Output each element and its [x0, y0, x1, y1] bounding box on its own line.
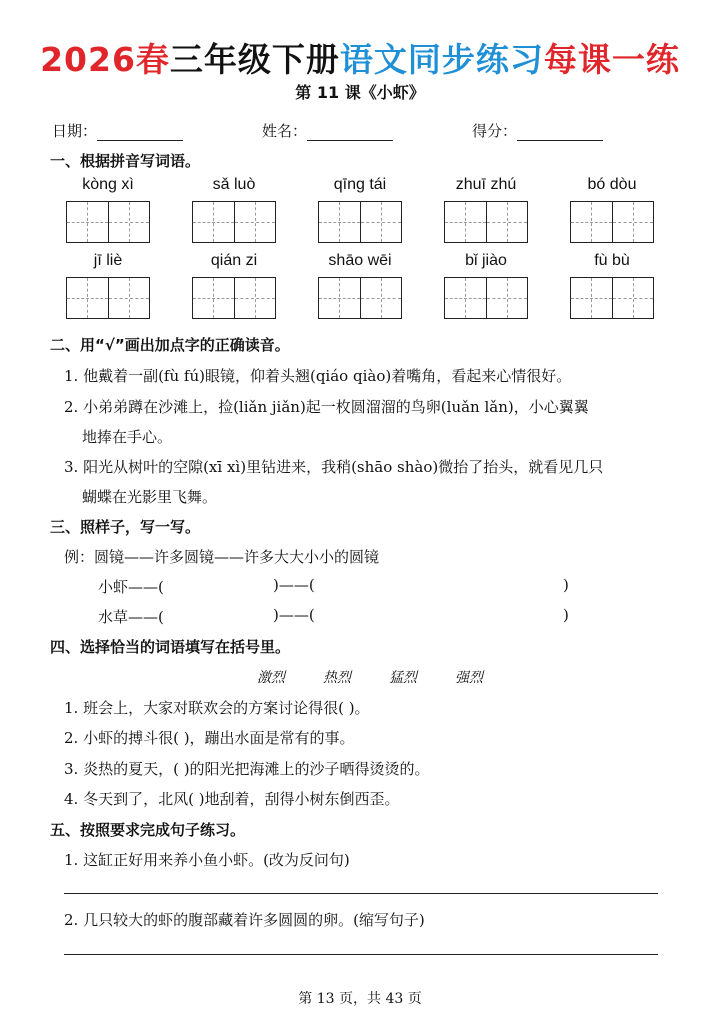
- word-option: 强烈: [455, 670, 483, 686]
- answer-line[interactable]: [64, 954, 658, 955]
- writing-grid[interactable]: [192, 277, 276, 319]
- word-option: 猛烈: [389, 670, 417, 686]
- name-field[interactable]: [262, 120, 393, 141]
- score-blank[interactable]: [517, 126, 603, 141]
- worksheet-title: [0, 34, 720, 81]
- writing-grid[interactable]: [570, 277, 654, 319]
- word-option: 热烈: [323, 670, 351, 686]
- section3-heading: 三、照样子，写一写。: [50, 518, 201, 536]
- writing-grid[interactable]: [66, 277, 150, 319]
- fill-row-mid[interactable]: )——(: [273, 576, 315, 594]
- score-field[interactable]: [472, 120, 603, 141]
- title-part-subject: 语文同步练习: [339, 40, 544, 79]
- writing-grid[interactable]: [444, 277, 528, 319]
- date-field[interactable]: [52, 120, 183, 141]
- pinyin-label: bó dòu: [587, 176, 637, 193]
- pinyin-label: qián zi: [210, 252, 258, 269]
- page-number: 第 13 页，共 43 页: [298, 991, 422, 1007]
- fill-row-word: 水草——(: [98, 608, 164, 626]
- pinyin-label: qīng tái: [333, 176, 387, 193]
- writing-grid[interactable]: [444, 201, 528, 243]
- fill-row-word: 小虾——(: [98, 578, 164, 596]
- question-line: 2. 几只较大的虾的腹部藏着许多圆圆的卵。(缩写句子): [64, 911, 425, 929]
- pinyin-label: zhuī zhú: [455, 176, 517, 193]
- word-bank: [238, 667, 502, 687]
- pinyin-label: bǐ jiào: [465, 252, 507, 269]
- writing-grid[interactable]: [318, 277, 402, 319]
- fill-row-end[interactable]: ): [563, 576, 569, 594]
- pinyin-label: jī liè: [93, 252, 123, 269]
- writing-grid[interactable]: [318, 201, 402, 243]
- score-label: 得分：: [472, 122, 518, 140]
- pinyin-label: kòng xì: [82, 176, 134, 193]
- example-line: 例：圆镜——许多圆镜——许多大大小小的圆镜: [64, 548, 380, 566]
- writing-grid[interactable]: [570, 201, 654, 243]
- lesson-subtitle: 第 11 课《小虾》: [295, 83, 425, 102]
- question-line[interactable]: 1. 班会上，大家对联欢会的方案讨论得很( )。: [64, 699, 370, 717]
- word-option: 激烈: [257, 670, 285, 686]
- question-line[interactable]: 4. 冬天到了，北风( )地刮着，刮得小树东倒西歪。: [64, 790, 400, 808]
- pinyin-label: sǎ luò: [212, 176, 256, 193]
- title-part-practice: 每课一练: [543, 40, 680, 79]
- title-part-year: 2026春: [40, 40, 170, 79]
- question-line[interactable]: 3. 炎热的夏天，( )的阳光把海滩上的沙子晒得烫烫的。: [64, 760, 430, 778]
- section5-heading: 五、按照要求完成句子练习。: [50, 821, 246, 839]
- name-label: 姓名：: [262, 122, 308, 140]
- question-line: 1. 这缸正好用来养小鱼小虾。(改为反问句): [64, 851, 350, 869]
- pinyin-label: fù bù: [594, 252, 630, 269]
- date-label: 日期：: [52, 122, 98, 140]
- name-blank[interactable]: [307, 126, 393, 141]
- question-line: 蝴蝶在光影里飞舞。: [82, 488, 218, 506]
- question-line: 地捧在手心。: [82, 428, 173, 446]
- question-line: 1. 他戴着一副(fù fú)眼镜，仰着头翘(qiáo qiào)着嘴角，看起来心情很好。: [64, 367, 572, 385]
- title-part-grade: 三年级下册: [169, 40, 340, 79]
- pinyin-label: shāo wēi: [328, 252, 392, 269]
- section1-heading: 一、根据拼音写词语。: [50, 152, 201, 170]
- fill-row-end[interactable]: ): [563, 606, 569, 624]
- question-line: 2. 小弟弟蹲在沙滩上，捡(liǎn jiǎn)起一枚圆溜溜的鸟卵(luǎn lǎn)，小心翼翼: [64, 398, 589, 416]
- question-line: 3. 阳光从树叶的空隙(xī xì)里钻进来，我稍(shāo shào)微抬了抬头，就看见几只: [64, 458, 604, 476]
- answer-line[interactable]: [64, 893, 658, 894]
- date-blank[interactable]: [97, 126, 183, 141]
- section4-heading: 四、选择恰当的词语填写在括号里。: [50, 638, 291, 656]
- writing-grid[interactable]: [192, 201, 276, 243]
- writing-grid[interactable]: [66, 201, 150, 243]
- section2-heading: 二、用“√”画出加点字的正确读音。: [50, 336, 290, 354]
- fill-row-mid[interactable]: )——(: [273, 606, 315, 624]
- question-line[interactable]: 2. 小虾的搏斗很( )，蹦出水面是常有的事。: [64, 729, 355, 747]
